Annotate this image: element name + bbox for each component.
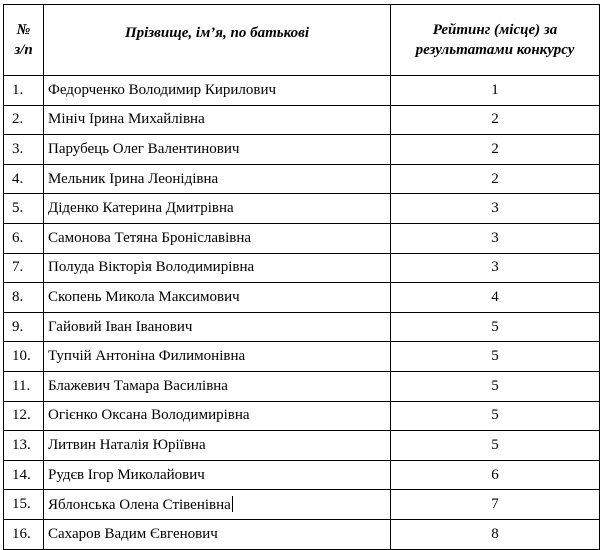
row-number: 8. <box>4 283 44 313</box>
row-full-name[interactable]: Мельник Ірина Леонідівна <box>44 164 391 194</box>
row-full-name[interactable]: Сахаров Вадим Євгенович <box>44 519 391 549</box>
row-number: 4. <box>4 164 44 194</box>
row-rating: 5 <box>391 371 600 401</box>
row-full-name[interactable]: Блажевич Тамара Василівна <box>44 371 391 401</box>
row-number: 1. <box>4 76 44 106</box>
row-full-name[interactable]: Полуда Вікторія Володимирівна <box>44 253 391 283</box>
row-rating: 7 <box>391 490 600 520</box>
row-rating: 3 <box>391 253 600 283</box>
row-full-name[interactable]: Парубець Олег Валентинович <box>44 135 391 165</box>
row-number: 3. <box>4 135 44 165</box>
row-number: 14. <box>4 460 44 490</box>
row-rating: 2 <box>391 105 600 135</box>
row-full-name[interactable]: Самонова Тетяна Броніславівна <box>44 223 391 253</box>
row-full-name[interactable]: Діденко Катерина Дмитрівна <box>44 194 391 224</box>
row-number: 16. <box>4 519 44 549</box>
table-row <box>4 431 600 461</box>
header-full-name: Прізвище, ім’я, по батькові <box>44 5 391 76</box>
header-row <box>4 5 600 76</box>
row-full-name: Яблонська Олена Стівенівна <box>48 496 231 513</box>
row-full-name[interactable]: Тупчій Антоніна Филимонівна <box>44 342 391 372</box>
row-rating: 2 <box>391 135 600 165</box>
row-rating: 8 <box>391 519 600 549</box>
ranking-table <box>3 4 600 550</box>
table-row <box>4 312 600 342</box>
table-row <box>4 164 600 194</box>
row-number: 12. <box>4 401 44 431</box>
row-full-name[interactable]: Литвин Наталія Юріївна <box>44 431 391 461</box>
table-row <box>4 223 600 253</box>
row-rating: 3 <box>391 194 600 224</box>
row-rating: 3 <box>391 223 600 253</box>
row-rating: 5 <box>391 312 600 342</box>
text-cursor <box>232 496 233 512</box>
table-row <box>4 342 600 372</box>
row-rating: 2 <box>391 164 600 194</box>
header-rating <box>391 5 600 76</box>
row-number: 15. <box>4 490 44 520</box>
row-number: 6. <box>4 223 44 253</box>
row-full-name[interactable]: Гайовий Іван Іванович <box>44 312 391 342</box>
row-number: 13. <box>4 431 44 461</box>
header-number-line2: з/п <box>14 42 33 58</box>
table-row <box>4 460 600 490</box>
table-row <box>4 371 600 401</box>
table-row <box>4 401 600 431</box>
row-number: 10. <box>4 342 44 372</box>
table-row <box>4 194 600 224</box>
header-rating-line1: Рейтинг (місце) за <box>432 22 558 38</box>
row-number: 2. <box>4 105 44 135</box>
header-rating-line2: результатами конкурсу <box>415 42 575 58</box>
table-row <box>4 519 600 549</box>
header-number-line1: № <box>16 22 31 38</box>
row-rating: 1 <box>391 76 600 106</box>
row-full-name-with-cursor[interactable] <box>44 490 391 520</box>
row-rating: 5 <box>391 401 600 431</box>
row-rating: 6 <box>391 460 600 490</box>
row-number: 7. <box>4 253 44 283</box>
row-rating: 5 <box>391 342 600 372</box>
table-row <box>4 105 600 135</box>
row-full-name[interactable]: Мініч Ірина Михайлівна <box>44 105 391 135</box>
table-row <box>4 283 600 313</box>
table-row <box>4 135 600 165</box>
table-row <box>4 490 600 520</box>
row-rating: 4 <box>391 283 600 313</box>
header-number <box>4 5 44 76</box>
row-full-name[interactable]: Огієнко Оксана Володимирівна <box>44 401 391 431</box>
row-full-name[interactable]: Федорченко Володимир Кирилович <box>44 76 391 106</box>
row-full-name[interactable]: Рудєв Ігор Миколайович <box>44 460 391 490</box>
row-rating: 5 <box>391 431 600 461</box>
row-number: 5. <box>4 194 44 224</box>
table-row <box>4 76 600 106</box>
row-number: 9. <box>4 312 44 342</box>
row-full-name[interactable]: Скопень Микола Максимович <box>44 283 391 313</box>
table-row <box>4 253 600 283</box>
row-number: 11. <box>4 371 44 401</box>
